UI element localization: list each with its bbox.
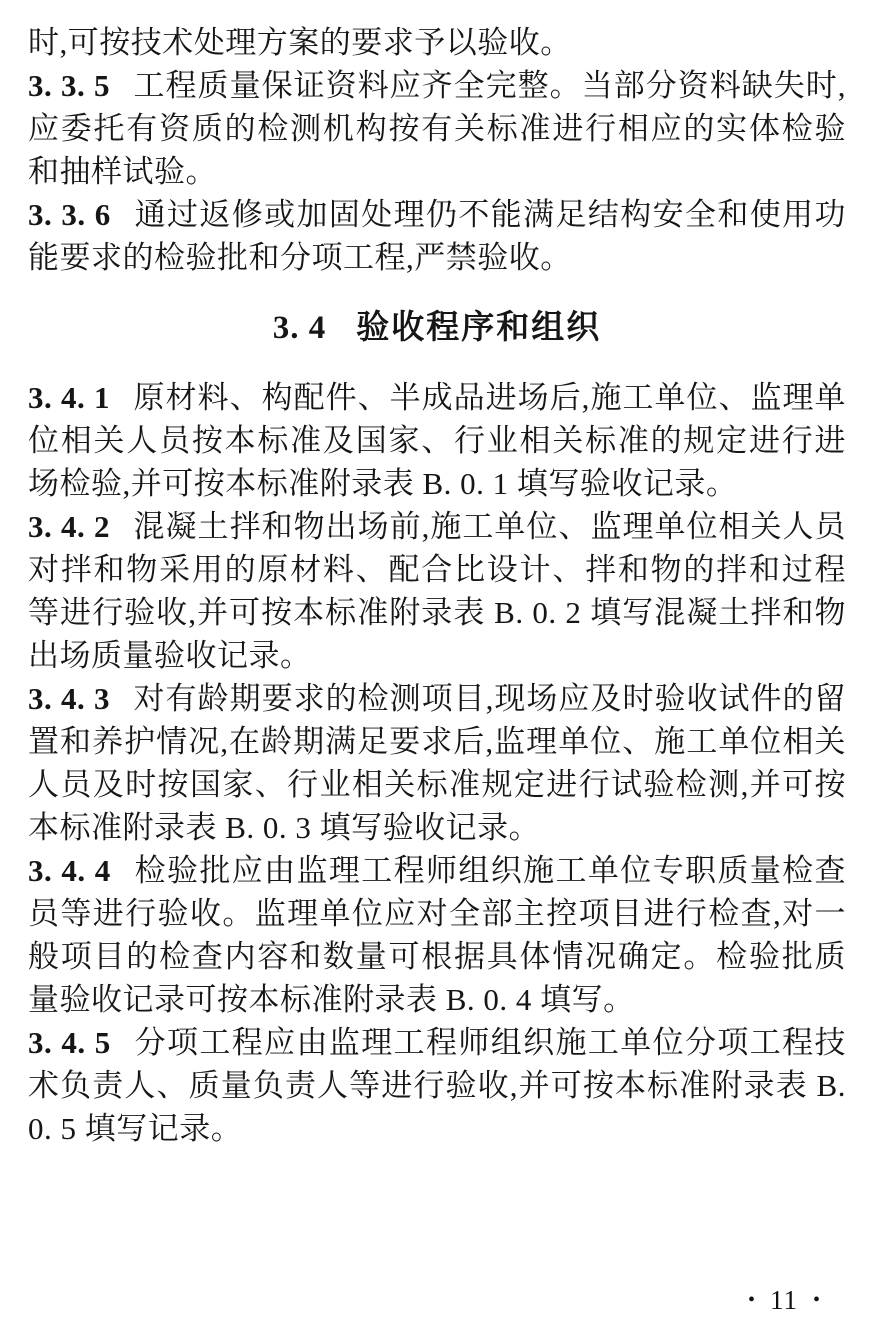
clause-text: 时,可按技术处理方案的要求予以验收。 — [28, 25, 572, 60]
clause-paragraph — [28, 677, 846, 849]
footer-left-dot: • — [747, 1289, 755, 1311]
section-heading-number: 3. 4 — [272, 310, 327, 346]
clause-text: 分项工程应由监理工程师组织施工单位分项工程技术负责人、质量负责人等进行验收,并可按本标准附录表 B. 0. 5 填写记录。 — [28, 1025, 846, 1146]
clause-text: 检验批应由监理工程师组织施工单位专职质量检查员等进行验收。监理单位应对全部主控项目进行检查,对一般项目的检查内容和数量可根据具体情况确定。检验批质量验收记录可按本标准附录表 B. 0. 4 填写。 — [28, 853, 846, 1017]
clause-number: 3. 4. 2 — [28, 509, 111, 544]
continuation-paragraph — [28, 21, 846, 64]
clause-paragraph — [28, 849, 846, 1021]
clause-paragraph — [28, 1021, 846, 1150]
clause-number: 3. 4. 5 — [28, 1025, 111, 1060]
clause-number: 3. 4. 1 — [28, 380, 111, 415]
clause-text: 原材料、构配件、半成品进场后,施工单位、监理单位相关人员按本标准及国家、行业相关标准的规定进行进场检验,并可按本标准附录表 B. 0. 1 填写验收记录。 — [28, 380, 847, 501]
clause-number: 3. 4. 3 — [28, 681, 111, 716]
clause-text: 工程质量保证资料应齐全完整。当部分资料缺失时,应委托有资质的检测机构按有关标准进行相应的实体检验和抽样试验。 — [28, 68, 847, 189]
clause-text: 对有龄期要求的检测项目,现场应及时验收试件的留置和养护情况,在龄期满足要求后,监理单位、施工单位相关人员及时按国家、行业相关标准规定进行试验检测,并可按本标准附录表 B. 0. 3 填写验收记录。 — [28, 681, 847, 845]
clause-text: 混凝土拌和物出场前,施工单位、监理单位相关人员对拌和物采用的原材料、配合比设计、拌和物的拌和过程等进行验收,并可按本标准附录表 B. 0. 2 填写混凝土拌和物出场质量验收记录。 — [28, 509, 847, 673]
clause-paragraph — [28, 193, 846, 279]
clause-paragraph — [28, 505, 846, 677]
footer-right-dot: • — [812, 1289, 820, 1311]
clause-number: 3. 4. 4 — [28, 853, 111, 888]
page-number: 11 — [769, 1285, 798, 1315]
section-heading — [28, 305, 846, 350]
clause-number: 3. 3. 6 — [28, 197, 111, 232]
document-body — [28, 21, 846, 1150]
clause-paragraph — [28, 64, 846, 193]
clause-paragraph — [28, 376, 846, 505]
clause-number: 3. 3. 5 — [28, 68, 111, 103]
page-footer — [748, 1284, 820, 1316]
clause-text: 通过返修或加固处理仍不能满足结构安全和使用功能要求的检验批和分项工程,严禁验收。 — [28, 197, 846, 275]
section-heading-title: 验收程序和组织 — [356, 308, 602, 345]
